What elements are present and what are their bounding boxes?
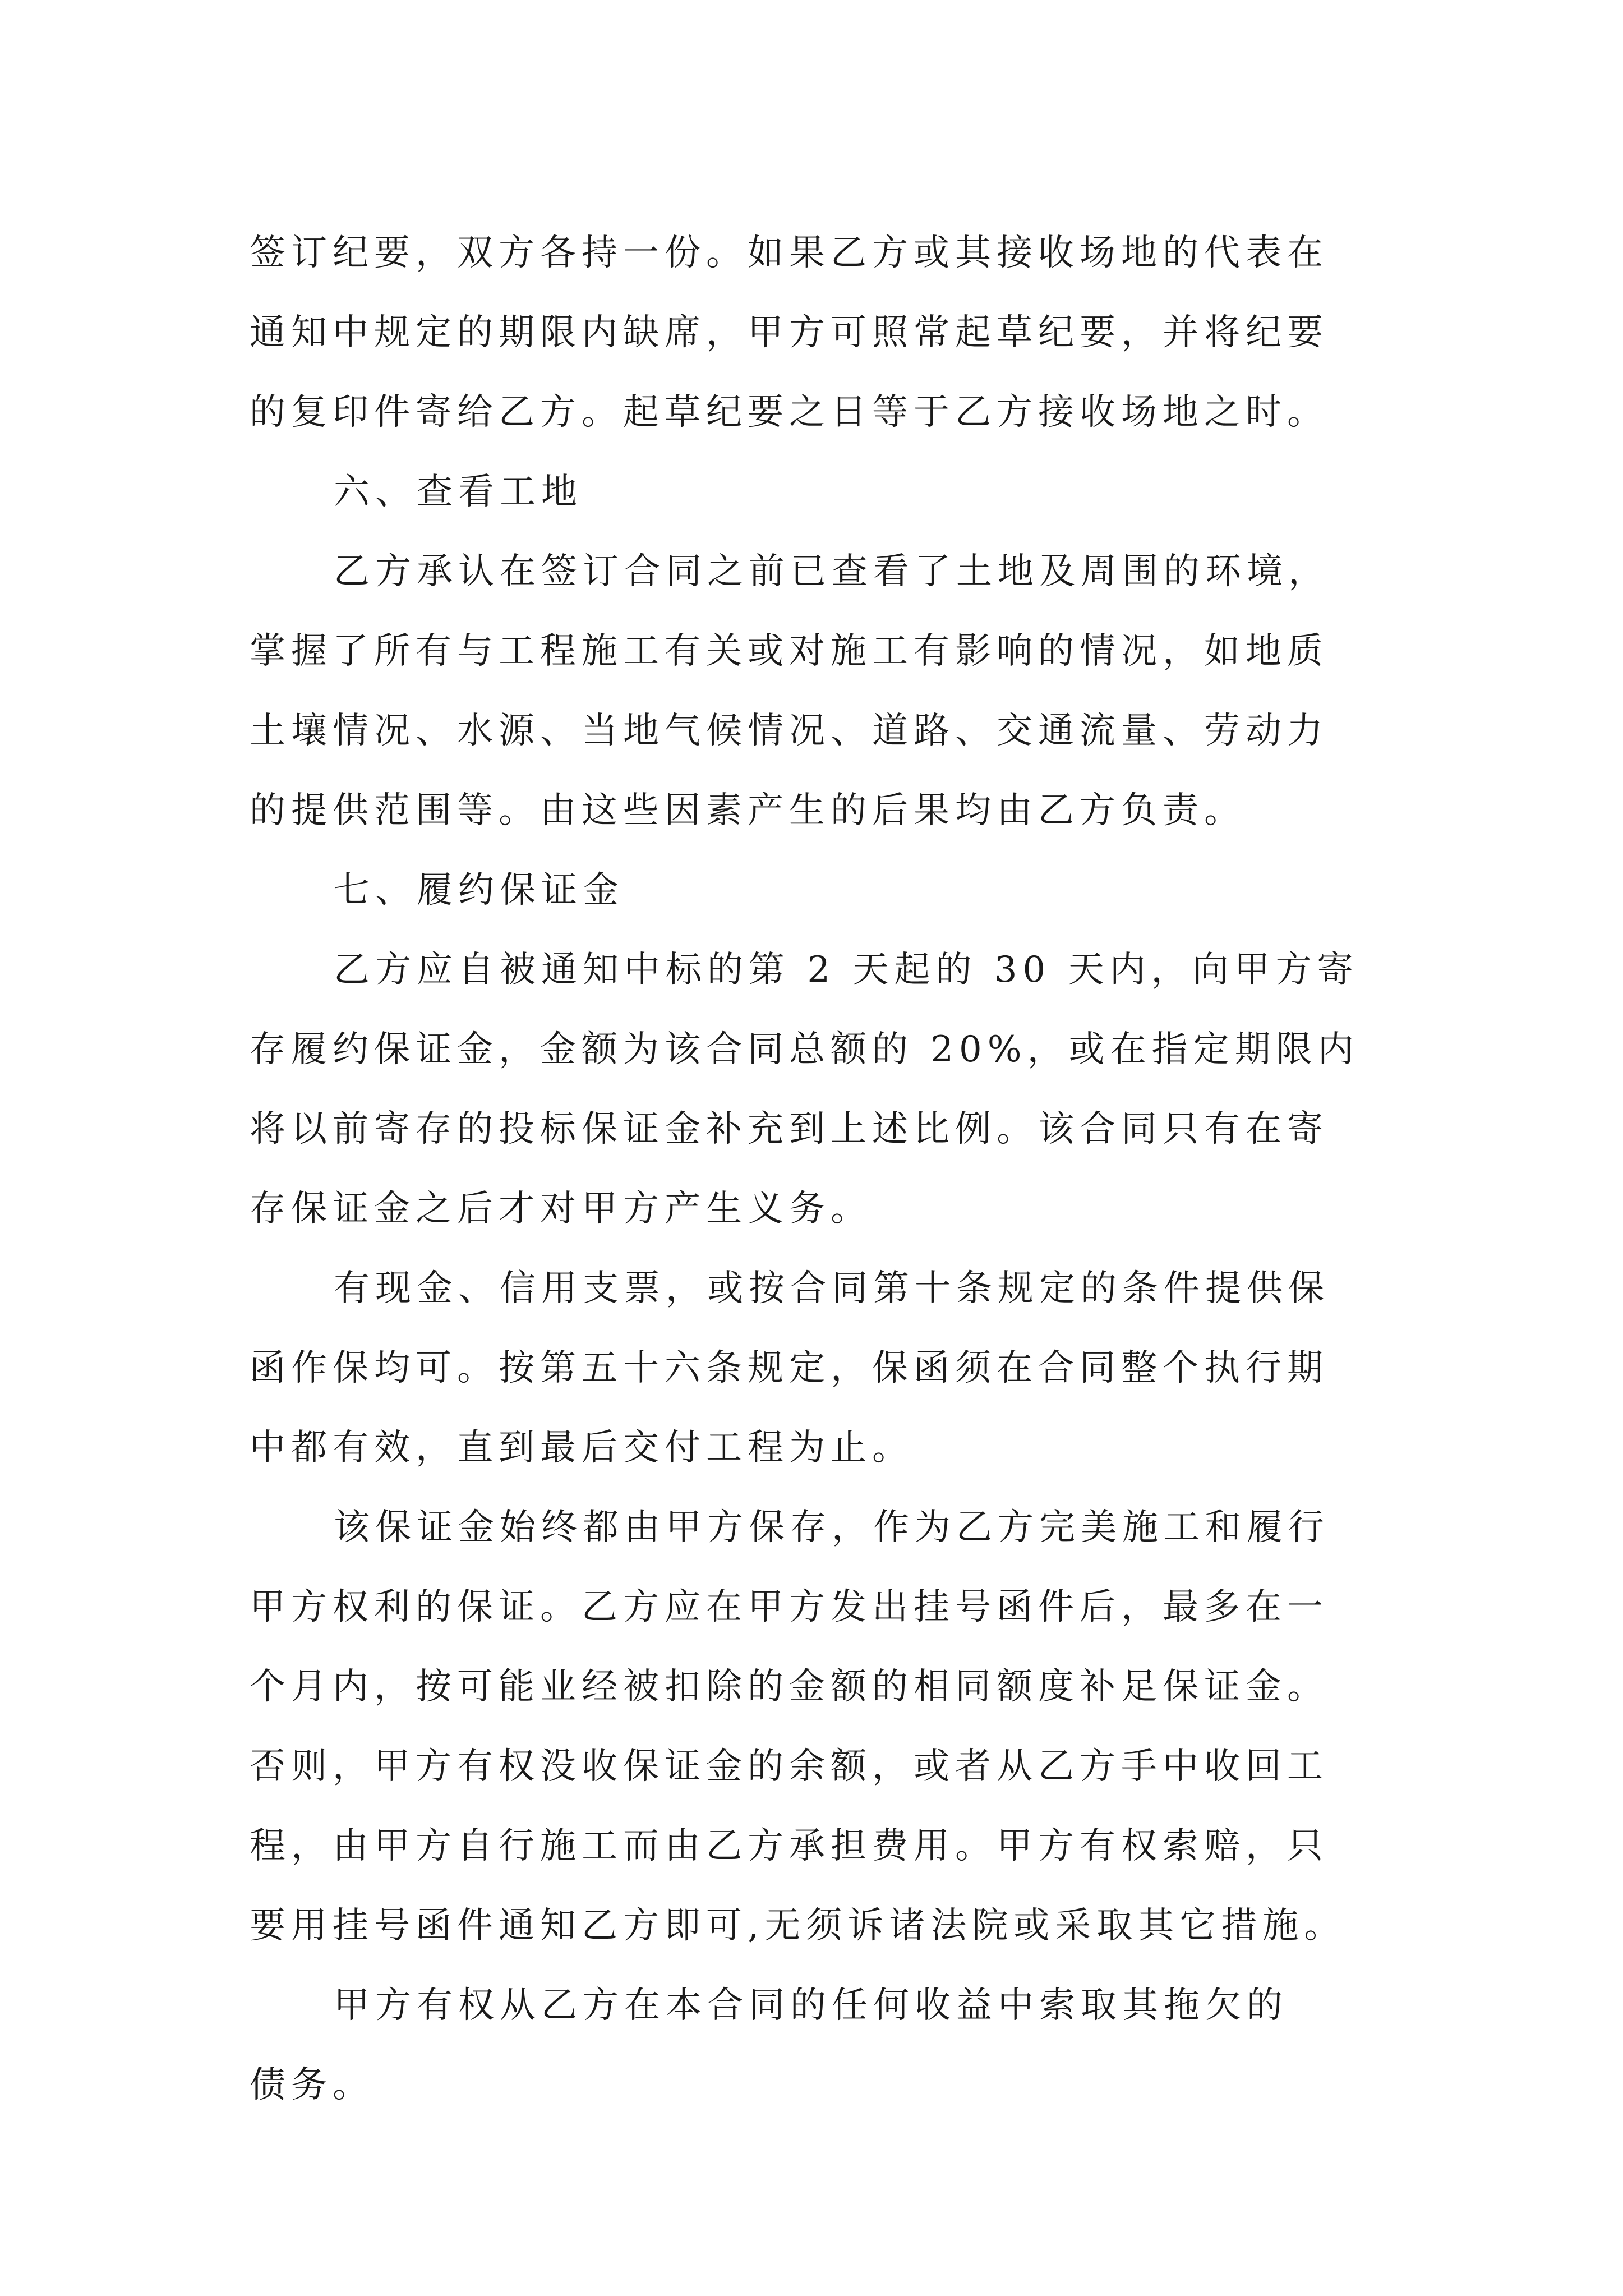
text-line: 掌握了所有与工程施工有关或对施工有影响的情况，如地质 [250,631,1329,672]
text-line: 的提供范围等。由这些因素产生的后果均由乙方负责。 [250,790,1246,831]
text-line: 中都有效，直到最后交付工程为止。 [250,1427,914,1469]
text-line: 乙方应自被通知中标的第 2 天起的 30 天内，向甲方寄 [334,949,1359,991]
text-line: 签订纪要，双方各持一份。如果乙方或其接收场地的代表在 [250,232,1329,274]
text-line: 存保证金之后才对甲方产生义务。 [250,1188,872,1230]
text-line: 土壤情况、水源、当地气候情况、道路、交通流量、劳动力 [250,710,1329,752]
text-line: 乙方承认在签订合同之前已查看了土地及周围的环境， [334,551,1330,592]
text-line: 甲方有权从乙方在本合同的任何收益中索取其拖欠的 [334,1985,1288,2026]
text-line: 甲方权利的保证。乙方应在甲方发出挂号函件后，最多在一 [250,1586,1329,1628]
text-line: 将以前寄存的投标保证金补充到上述比例。该合同只有在寄 [250,1108,1329,1150]
text-line: 通知中规定的期限内缺席，甲方可照常起草纪要，并将纪要 [250,312,1329,353]
text-line: 该保证金始终都由甲方保存，作为乙方完美施工和履行 [334,1507,1330,1548]
text-line: 函作保均可。按第五十六条规定，保函须在合同整个执行期 [250,1347,1329,1389]
text-line: 个月内，按可能业经被扣除的金额的相同额度补足保证金。 [250,1666,1329,1708]
section-heading: 六、查看工地 [334,471,583,513]
text-line: 要用挂号函件通知乙方即可,无须诉诸法院或采取其它措施。 [250,1905,1346,1947]
text-line: 的复印件寄给乙方。起草纪要之日等于乙方接收场地之时。 [250,392,1329,433]
text-line: 存履约保证金，金额为该合同总额的 20%，或在指定期限内 [250,1029,1359,1070]
text-line: 否则，甲方有权没收保证金的余额，或者从乙方手中收回工 [250,1746,1329,1787]
text-line: 债务。 [250,2064,374,2106]
document-body [250,213,1422,2125]
text-line: 有现金、信用支票，或按合同第十条规定的条件提供保 [334,1268,1330,1309]
section-heading: 七、履约保证金 [334,869,624,911]
text-line: 程，由甲方自行施工而由乙方承担费用。甲方有权索赔，只 [250,1825,1329,1867]
